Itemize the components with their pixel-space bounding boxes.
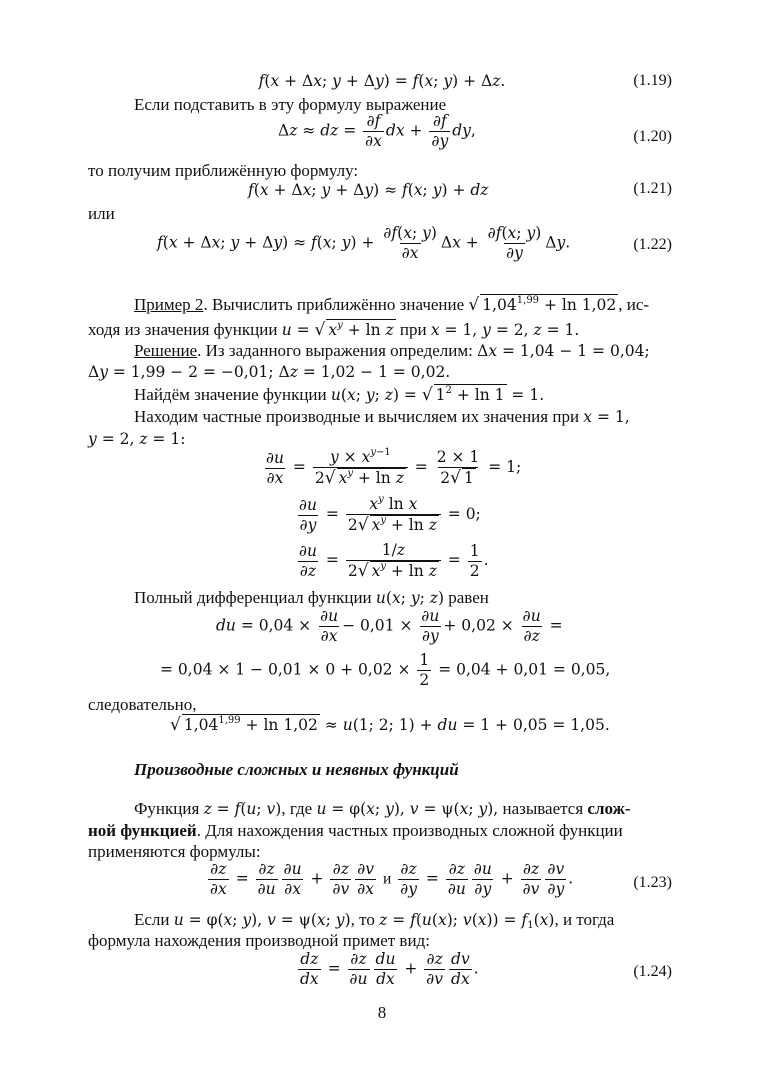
partials-line-1: Находим частные производные и вычисляем их значения при x = 1, bbox=[134, 407, 630, 426]
section-paragraph2-line-2: формула нахождения производной примет вид: bbox=[88, 931, 430, 950]
final-result: √ $1,04^{1,99} + \ln 1,02 \approx u(1$; 2; 1) + du = 1 + 0,05 = 1,05. bbox=[170, 715, 610, 735]
section-paragraph-line-2: ной функцией. Для нахождения частных производных сложной функции bbox=[88, 821, 623, 840]
equation-1-23: $\frac{\partial z}{\partial x}$ = $\frac{\partial z}{\partial u}$ $\frac{\partial u}{\partial x}$ + $\frac{\partial z}{\partial v}$ $\frac{\partial v}{\partial x}$ и $\frac{\partial z}{\partial y}$ = $\frac{\partial z}{\partial u}$ $\frac{\partial u}{\partial y}$ + $\frac{\partial z}{\partial v}$ $\frac{\partial v}{\partial y}$ . bbox=[210, 860, 574, 898]
find-value-line: Найдём значение функции u(x; y; z) = √ $1^2 + \ln 1 = 1$. bbox=[134, 385, 545, 405]
du-equation-2: = 0,04 × 1 − 0,01 × 0 + 0,02 × $\frac{1}{2}$ = 0,04 + 0,01 = 0,05, bbox=[160, 651, 611, 689]
section-paragraph-line-3: применяются формулы: bbox=[88, 842, 261, 861]
equation-number-1-19: (1.19) bbox=[633, 72, 672, 89]
equation-1-21: f(x + Δx; y + Δy) ≈ f(x; y) + dz bbox=[248, 181, 489, 199]
equation-number-1-23: (1.23) bbox=[633, 874, 672, 891]
equation-number-1-24: (1.24) bbox=[633, 963, 672, 980]
partial-du-dz: $\frac{\partial u}{\partial z}$ = $\frac{1/z}{2√ x^y + \ln z}$ = $\frac{1}{2}$ . bbox=[299, 541, 489, 581]
partial-du-dy: $\frac{\partial u}{\partial y}$ = $\frac{x^y \ln x}{2√ x^y + \ln z}$ = 0; bbox=[299, 494, 481, 535]
solution-label: Решение bbox=[134, 341, 198, 360]
equation-1-24: $\frac{dz}{dx}$ = $\frac{\partial z}{\partial u}$ $\frac{du}{dx}$ + $\frac{\partial z}{\partial v}$ $\frac{dv}{dx}$ . bbox=[300, 950, 479, 988]
solution-line-2: Δy = 1,99 − 2 = −0,01; Δz = 1,02 − 1 = 0,02. bbox=[88, 363, 451, 381]
equation-number-1-20: (1.20) bbox=[633, 128, 672, 145]
paragraph-approx: то получим приближённую формулу: bbox=[88, 161, 359, 180]
paragraph-substitute: Если подставить в эту формулу выражение bbox=[134, 95, 447, 114]
equation-1-20: Δz ≈ dz = $\frac{\partial f}{\partial x}$ dx + $\frac{\partial f}{\partial y}$ dy, bbox=[278, 112, 476, 150]
full-differential-line: Полный дифференциал функции u(x; y; z) равен bbox=[134, 588, 489, 607]
section-paragraph2-line-1: Если u = φ(x; y), v = ψ(x; y), то z = f(u(x); $v(x)) = f_1(x)$, и тогда bbox=[134, 910, 615, 931]
du-equation-1: du = 0,04 × $\frac{\partial u}{\partial x}$ − 0,01 × $\frac{\partial u}{\partial y}$ + 0,02 × $\frac{\partial u}{\partial z}$ = bbox=[216, 607, 563, 645]
example-line-1: Пример 2. Вычислить приближённо значение √ $1,04^{1,99} + \ln 1,02$ , ис- bbox=[134, 295, 650, 315]
section-heading: Производные сложных и неявных функций bbox=[134, 760, 459, 779]
equation-1-19: f(x + Δx; y + Δy) = f(x; y) + Δz. bbox=[258, 72, 506, 90]
example-line-2: ходя из значения функции u = √ $x^y + \ln z$ при x = 1, y = 2, z = 1. bbox=[88, 320, 580, 340]
equation-1-22: f(x + Δx; y + Δy) ≈ f(x; y) + $\frac{\partial f(x; y)}{\partial x}$ Δx + $\frac{\partial f(x; y)}{\partial y}$ Δy. bbox=[157, 224, 571, 262]
partials-line-2: y = 2, z = 1: bbox=[88, 430, 186, 448]
section-paragraph-line-1: Функция z = f(u; v), где u = φ(x; y), v = ψ(x; y), называется слож- bbox=[134, 799, 631, 818]
equation-number-1-21: (1.21) bbox=[633, 180, 672, 197]
equation-number-1-22: (1.22) bbox=[633, 236, 672, 253]
solution-line-1: Решение. Из заданного выражения определим: Δx = 1,04 − 1 = 0,04; bbox=[134, 341, 650, 360]
page-number: 8 bbox=[377, 1003, 387, 1022]
word-or: или bbox=[88, 204, 115, 223]
partial-du-dx: $\frac{\partial u}{\partial x}$ = $\frac{y \times x^{y-1}}{2√ x^y + \ln z}$ = $\frac{2 \times 1}{2√ 1}$ = 1; bbox=[266, 447, 522, 488]
consequently-line: следовательно, bbox=[88, 695, 197, 714]
example-label: Пример 2 bbox=[134, 295, 204, 314]
